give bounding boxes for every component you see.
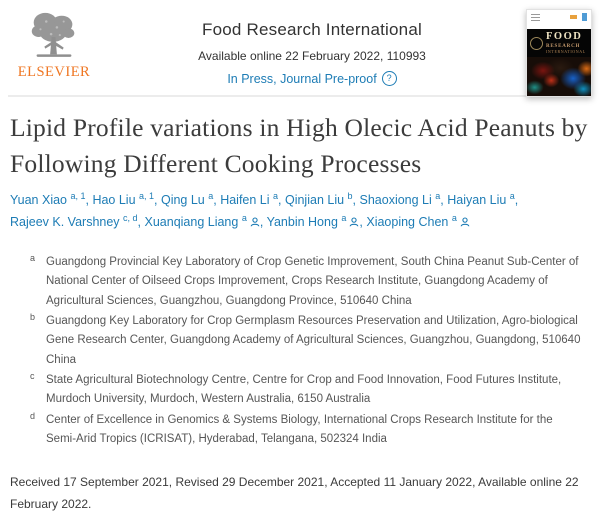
affiliation-row bbox=[10, 371, 582, 410]
in-press-label: In Press, Journal Pre-proof bbox=[227, 71, 377, 86]
person-icon bbox=[250, 213, 260, 235]
elsevier-wordmark: ELSEVIER bbox=[17, 64, 91, 80]
elsevier-logo[interactable] bbox=[10, 8, 98, 81]
affiliation-row bbox=[10, 312, 582, 370]
author[interactable]: Qinjian Liu $^b$ bbox=[284, 191, 353, 208]
question-circle-icon[interactable]: ? bbox=[382, 71, 397, 86]
affiliation-text: Guangdong Provincial Key Laboratory of Crop Genetic Improvement, South China Peanut Sub-Center of National Center of Oilseed Crops Improvement, Crops Research Institute, Guangdong Academy of Agricultural Sciences, Guangzhou, Guangdong Province, 510640 China bbox=[46, 256, 579, 307]
header-divider bbox=[8, 95, 592, 97]
cover-title-line2: RESEARCH bbox=[546, 43, 581, 49]
cover-logo-chip-orange bbox=[570, 15, 577, 19]
author[interactable]: Haiyan Liu $^a$ bbox=[447, 191, 515, 208]
author[interactable]: Haifen Li $^a$ bbox=[220, 191, 279, 208]
person-icon bbox=[460, 213, 470, 235]
person-icon bbox=[349, 213, 359, 235]
author[interactable]: Shaoxiong Li $^a$ bbox=[359, 191, 441, 208]
affiliation-text: Center of Excellence in Genomics & Systems Biology, International Crops Research Institute for the Semi-Arid Tropics (ICRISAT), Hyderabad, Telangana, 502324 India bbox=[46, 413, 553, 445]
cover-photo bbox=[527, 57, 591, 96]
cover-menu-icon bbox=[531, 14, 540, 21]
article-title: Lipid Profile variations in High Olecic Acid Peanuts by Following Different Cooking Processes bbox=[10, 113, 588, 178]
affiliation-label: b bbox=[30, 312, 36, 323]
author[interactable]: Hao Liu $^{a, 1}$ bbox=[92, 191, 155, 208]
author[interactable]: Rajeev K. Varshney $^{c, d}$ bbox=[10, 213, 138, 230]
journal-banner bbox=[0, 0, 600, 95]
journal-title-link[interactable]: Food Research International bbox=[202, 20, 422, 39]
author[interactable]: Yanbin Hong $^a$ bbox=[267, 215, 360, 229]
cover-title-line3: INTERNATIONAL bbox=[546, 48, 586, 54]
banner-center bbox=[98, 8, 526, 86]
cover-logo-chip-blue bbox=[582, 13, 587, 21]
affiliation-text: Guangdong Key Laboratory for Crop Germplasm Resources Preservation and Utilization, Agro-biological Gene Research Center, Guangdong Academy of Agricultural Sciences, Guangzhou, Guangdong, 510640 China bbox=[46, 315, 581, 366]
author[interactable]: Yuan Xiao $^{a, 1}$ bbox=[10, 191, 86, 208]
cover-header-strip bbox=[527, 10, 591, 29]
elsevier-tree-icon bbox=[10, 8, 98, 66]
affiliation-label: c bbox=[30, 371, 35, 381]
author[interactable]: Xiaoping Chen $^a$ bbox=[366, 215, 470, 229]
cover-emblem-icon bbox=[530, 37, 543, 50]
article-history: Received 17 September 2021, Revised 29 December 2021, Accepted 11 January 2022, Available online 22 February 2022. bbox=[10, 475, 579, 512]
author[interactable]: Xuanqiang Liang $^a$ bbox=[145, 215, 260, 229]
affiliation-list bbox=[10, 253, 582, 449]
affiliation-label: a bbox=[30, 253, 36, 264]
journal-cover-thumbnail[interactable] bbox=[526, 9, 592, 97]
author[interactable]: Qing Lu $^a$ bbox=[160, 191, 214, 208]
article-header bbox=[0, 110, 600, 515]
affiliation-text: State Agricultural Biotechnology Centre, Centre for Crop and Food Innovation, Food Futures Institute, Murdoch University, Murdoch, Western Australia, 6150 Australia bbox=[46, 374, 562, 406]
affiliation-row bbox=[10, 253, 582, 311]
in-press-link[interactable] bbox=[98, 71, 526, 86]
author-list: Yuan Xiao $^{a, 1}$, Hao Liu $^{a, 1}$, Qing Lu $^a$, Haifen Li $^a$, Qinjian Liu $^b$, Shaoxiong Li $^a$, Haiyan Liu $^a$, Rajeev K. Varshney $^{c, d}$, Xuanqiang Liang $^a$ , Yanbin Hong $^a$ , Xiaoping Chen $^a$ bbox=[10, 190, 588, 235]
cover-title-band bbox=[527, 29, 591, 57]
availability-line: Available online 22 February 2022, 110993 bbox=[198, 49, 426, 63]
affiliation-row bbox=[10, 411, 582, 450]
affiliation-label: d bbox=[30, 410, 36, 421]
cover-title-line1: FOOD bbox=[546, 32, 583, 43]
